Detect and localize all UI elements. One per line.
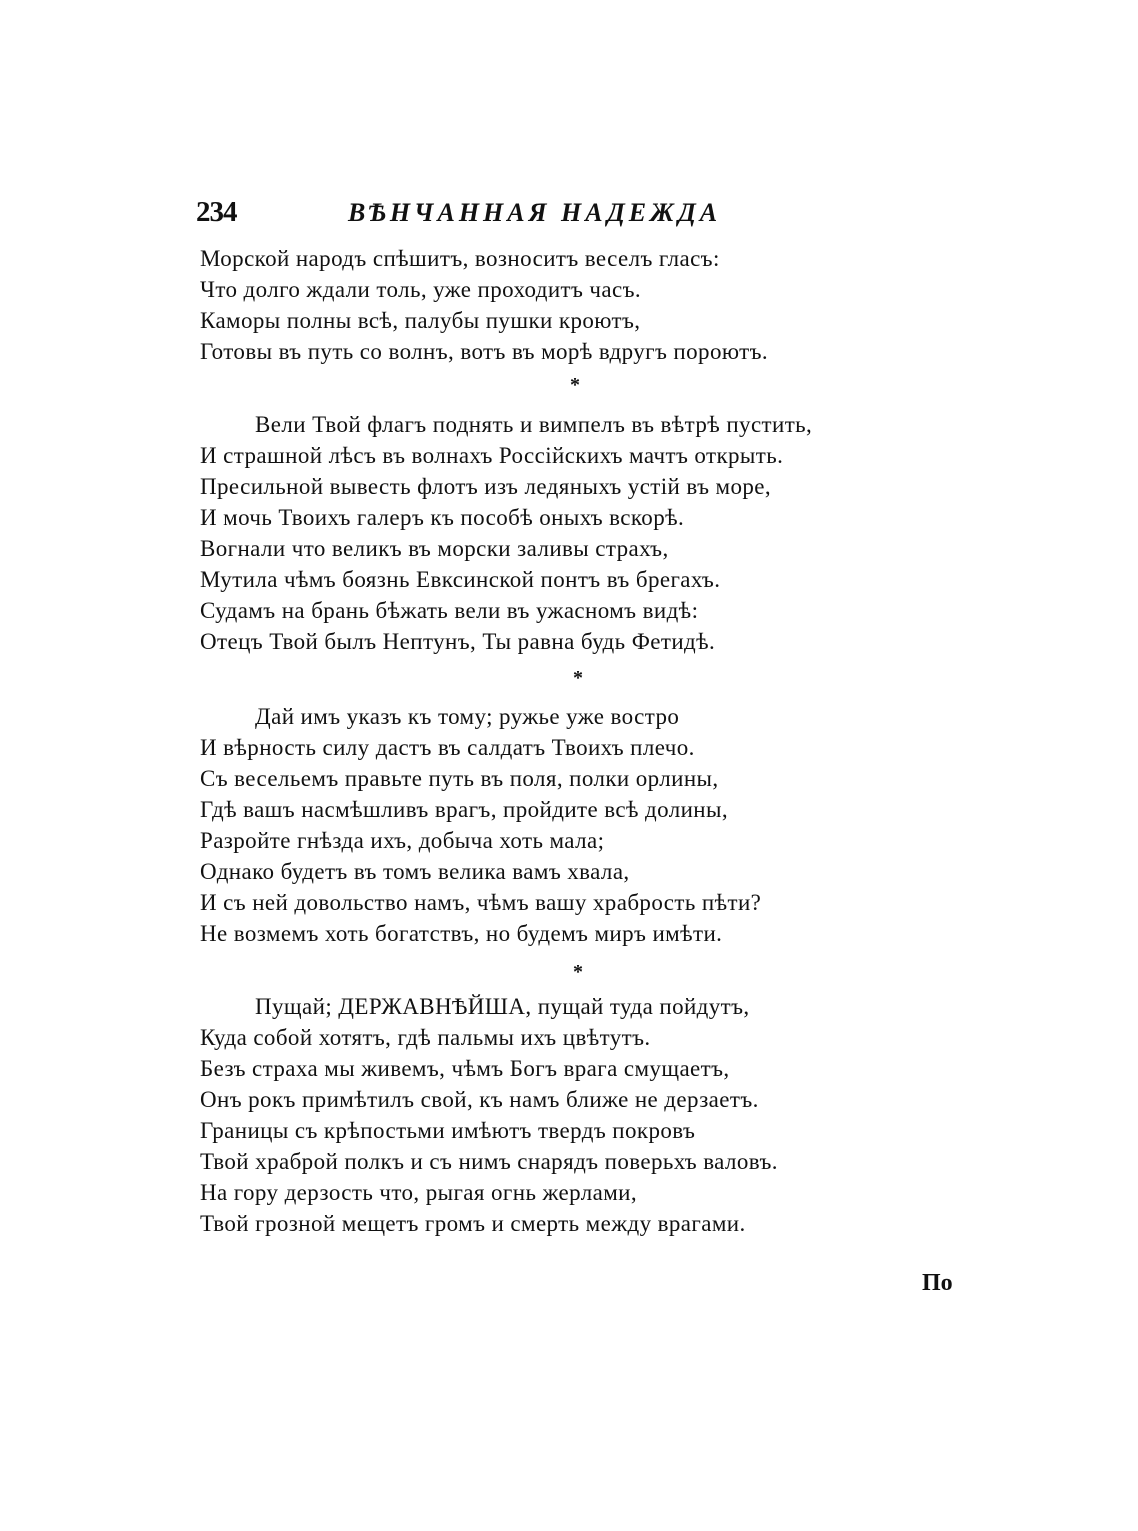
verse-line: И вѣрность силу дастъ въ салдатъ Твоихъ плечо. bbox=[200, 735, 695, 760]
verse-line: И страшной лѣсъ въ волнахъ Россійскихъ мачтъ открыть. bbox=[200, 443, 784, 468]
verse-line: И съ ней довольство намъ, чѣмъ вашу храбрость пѣти? bbox=[200, 890, 762, 915]
verse-line: Твой храброй полкъ и съ нимъ снарядъ поверьхъ валовъ. bbox=[200, 1149, 778, 1174]
verse-line: Границы съ крѣпостьми имѣютъ твердъ покровъ bbox=[200, 1118, 696, 1143]
verse-line: Пресильной вывесть флотъ изъ ледяныхъ устій въ море, bbox=[200, 474, 772, 499]
running-title: ВѢНЧАННАЯ НАДЕЖДА bbox=[348, 198, 722, 227]
verse-line: Вели Твой флагъ поднять и вимпелъ въ вѣтрѣ пустить, bbox=[255, 412, 813, 437]
page-header bbox=[196, 196, 796, 236]
verse-line: Судамъ на брань бѣжать вели въ ужасномъ видѣ: bbox=[200, 598, 699, 623]
stanza-4 bbox=[200, 991, 960, 1239]
verse-line: Куда собой хотятъ, гдѣ пальмы ихъ цвѣтутъ. bbox=[200, 1025, 651, 1050]
verse-line: Не возмемъ хоть богатствъ, но будемъ миръ имѣти. bbox=[200, 921, 723, 946]
verse-line: И мочь Твоихъ галеръ къ пособѣ оныхъ вскорѣ. bbox=[200, 505, 685, 530]
verse-line: Съ весельемъ правьте путь въ поля, полки орлины, bbox=[200, 766, 719, 791]
stanza-divider: * bbox=[570, 374, 580, 396]
verse-line: Готовы въ путь со волнъ, вотъ въ морѣ вдругъ пороютъ. bbox=[200, 339, 769, 364]
verse-line: Разройте гнѣзда ихъ, добыча хоть мала; bbox=[200, 828, 605, 853]
verse-line: Отецъ Твой былъ Нептунъ, Ты равна будь Фетидѣ. bbox=[200, 629, 716, 654]
verse-line: Однако будетъ въ томъ велика вамъ хвала, bbox=[200, 859, 630, 884]
stanza-divider: * bbox=[573, 667, 583, 689]
verse-line: Безъ страха мы живемъ, чѣмъ Богъ врага смущаетъ, bbox=[200, 1056, 730, 1081]
stanza-3 bbox=[200, 701, 960, 949]
verse-line: Что долго ждали толь, уже проходитъ часъ. bbox=[200, 277, 642, 302]
stanza-2 bbox=[200, 409, 960, 657]
verse-line: Морской народъ спѣшитъ, возноситъ веселъ гласъ: bbox=[200, 246, 720, 271]
verse-line: Твой грозной мещетъ громъ и смерть между врагами. bbox=[200, 1211, 746, 1236]
catchword: По bbox=[922, 1270, 953, 1296]
stanza-1 bbox=[200, 243, 960, 367]
verse-line: Вогнали что великъ въ морски заливы страхъ, bbox=[200, 536, 669, 561]
stanza-divider: * bbox=[573, 961, 583, 983]
verse-line: Мутила чѣмъ боязнь Евксинской понтъ въ брегахъ. bbox=[200, 567, 721, 592]
page-number: 234 bbox=[196, 196, 237, 228]
verse-line: Каморы полны всѣ, палубы пушки кроютъ, bbox=[200, 308, 641, 333]
verse-line: Пущай; ДЕРЖАВНѢЙША, пущай туда пойдутъ, bbox=[255, 994, 750, 1019]
verse-line: Онъ рокъ примѣтилъ свой, къ намъ ближе не дерзаетъ. bbox=[200, 1087, 759, 1112]
verse-line: Дай имъ указъ къ тому; ружье уже востро bbox=[255, 704, 680, 729]
verse-line: Гдѣ вашъ насмѣшливъ врагъ, пройдите всѣ долины, bbox=[200, 797, 729, 822]
verse-line: На гору дерзость что, рыгая огнь жерлами, bbox=[200, 1180, 638, 1205]
